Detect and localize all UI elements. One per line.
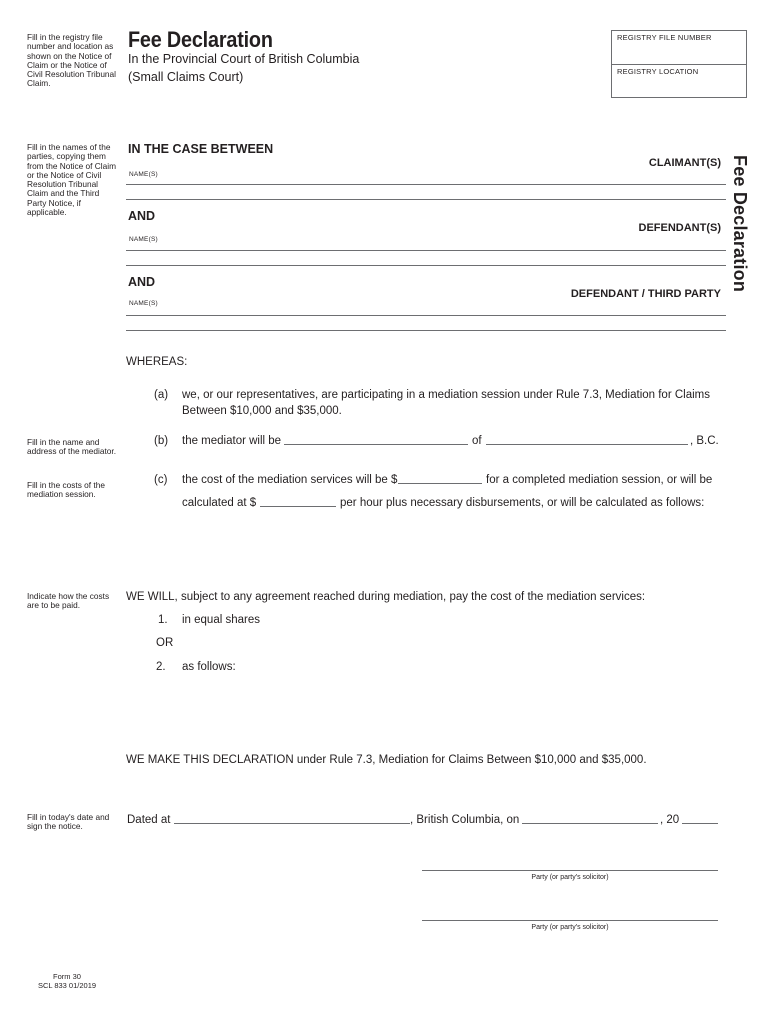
- and-label-1: AND: [128, 209, 156, 223]
- third-party-name-line-2[interactable]: [126, 330, 726, 331]
- registry-file-number-label: REGISTRY FILE NUMBER: [617, 33, 712, 42]
- declaration-text: WE MAKE THIS DECLARATION under Rule 7.3, Mediation for Claims Between $10,000 and $35,000.: [126, 754, 647, 766]
- claimant-name-line-2[interactable]: [126, 199, 726, 200]
- form-title: Fee Declaration: [128, 27, 273, 52]
- vertical-title: [726, 155, 750, 293]
- hourly-cost-line[interactable]: [260, 506, 336, 507]
- side-note-registry: Fill in the registry file number and location as shown on the Notice of Claim or the Notice of Civil Resolution Tribunal Claim.: [27, 32, 117, 89]
- clause-b-text-1: the mediator will be: [182, 435, 282, 447]
- signature-line-2[interactable]: [422, 920, 718, 921]
- clause-b-text-2: of: [472, 435, 482, 447]
- clause-c-text-2: for a completed mediation session, or will be: [486, 474, 713, 486]
- claimant-names-label: NAME(S): [129, 171, 158, 178]
- mediator-address-line[interactable]: [486, 444, 688, 445]
- side-note-parties: Fill in the names of the parties, copying them from the Notice of Claim or the Notice of Civil Resolution Tribunal Claim and the Third Party Notice, if applicable.: [27, 142, 116, 218]
- court-division: (Small Claims Court): [128, 70, 244, 84]
- court-name: In the Provincial Court of British Columbia: [128, 52, 360, 66]
- clause-a-text-2: Between $10,000 and $35,000.: [182, 405, 342, 417]
- option-2-text: as follows:: [182, 661, 236, 673]
- date-line[interactable]: [522, 823, 658, 824]
- vertical-title-text: Fee Declaration: [730, 155, 750, 293]
- claimant-label: CLAIMANT(S): [648, 157, 721, 169]
- we-will-text: WE WILL, subject to any agreement reached during mediation, pay the cost of the mediation services:: [126, 591, 646, 603]
- third-party-names-label: NAME(S): [129, 300, 158, 307]
- year-line[interactable]: [682, 823, 718, 824]
- signature-caption-1: Party (or party's solicitor): [531, 874, 609, 881]
- and-label-2: AND: [128, 275, 156, 289]
- clause-c-text-3: calculated at $: [182, 497, 257, 509]
- side-note-mediator: Fill in the name and address of the mediator.: [27, 437, 117, 457]
- third-party-label: DEFENDANT / THIRD PARTY: [570, 288, 721, 300]
- option-1-text: in equal shares: [182, 614, 260, 626]
- signature-line-1[interactable]: [422, 870, 718, 871]
- clause-c-text-4: per hour plus necessary disbursements, or will be calculated as follows:: [340, 497, 705, 509]
- case-heading: IN THE CASE BETWEEN: [128, 142, 274, 156]
- or-label: OR: [156, 637, 174, 649]
- defendant-names-label: NAME(S): [129, 236, 158, 243]
- signature-caption-2: Party (or party's solicitor): [531, 924, 609, 931]
- registry-location-label: REGISTRY LOCATION: [617, 67, 699, 76]
- clause-a-text-1: we, or our representatives, are participating in a mediation session under Rule 7.3, Mediation for Claims: [182, 389, 710, 401]
- side-note-date: Fill in today's date and sign the notice.: [27, 812, 110, 832]
- form-number: Form 30: [53, 972, 81, 981]
- clause-b-text-3: , B.C.: [690, 435, 719, 447]
- form-code: SCL 833 01/2019: [37, 981, 97, 990]
- option-1-number: 1.: [158, 614, 168, 626]
- defendant-name-line-1[interactable]: [126, 250, 726, 251]
- defendant-name-line-2[interactable]: [126, 265, 726, 266]
- side-note-costs: Fill in the costs of the mediation session.: [27, 480, 105, 500]
- registry-box: [611, 30, 747, 98]
- clause-b-marker: (b): [154, 435, 169, 447]
- session-cost-line[interactable]: [398, 483, 482, 484]
- mediator-name-line[interactable]: [284, 444, 468, 445]
- dated-at-label: Dated at: [127, 814, 171, 826]
- side-note-payment: Indicate how the costs are to be paid.: [27, 591, 110, 611]
- dated-at-line[interactable]: [174, 823, 410, 824]
- year-prefix-label: , 20: [660, 814, 680, 826]
- clause-c-marker: (c): [154, 474, 168, 486]
- claimant-name-line-1[interactable]: [126, 184, 726, 185]
- whereas-label: WHEREAS:: [126, 356, 188, 368]
- defendant-label: DEFENDANT(S): [638, 222, 721, 234]
- bc-on-label: , British Columbia, on: [410, 814, 520, 826]
- clause-c-text-1: the cost of the mediation services will be $: [182, 474, 398, 486]
- registry-location-field[interactable]: [612, 64, 746, 98]
- third-party-name-line-1[interactable]: [126, 315, 726, 316]
- option-2-number: 2.: [156, 661, 166, 673]
- clause-a-marker: (a): [154, 389, 169, 401]
- registry-file-number-field[interactable]: [612, 31, 746, 64]
